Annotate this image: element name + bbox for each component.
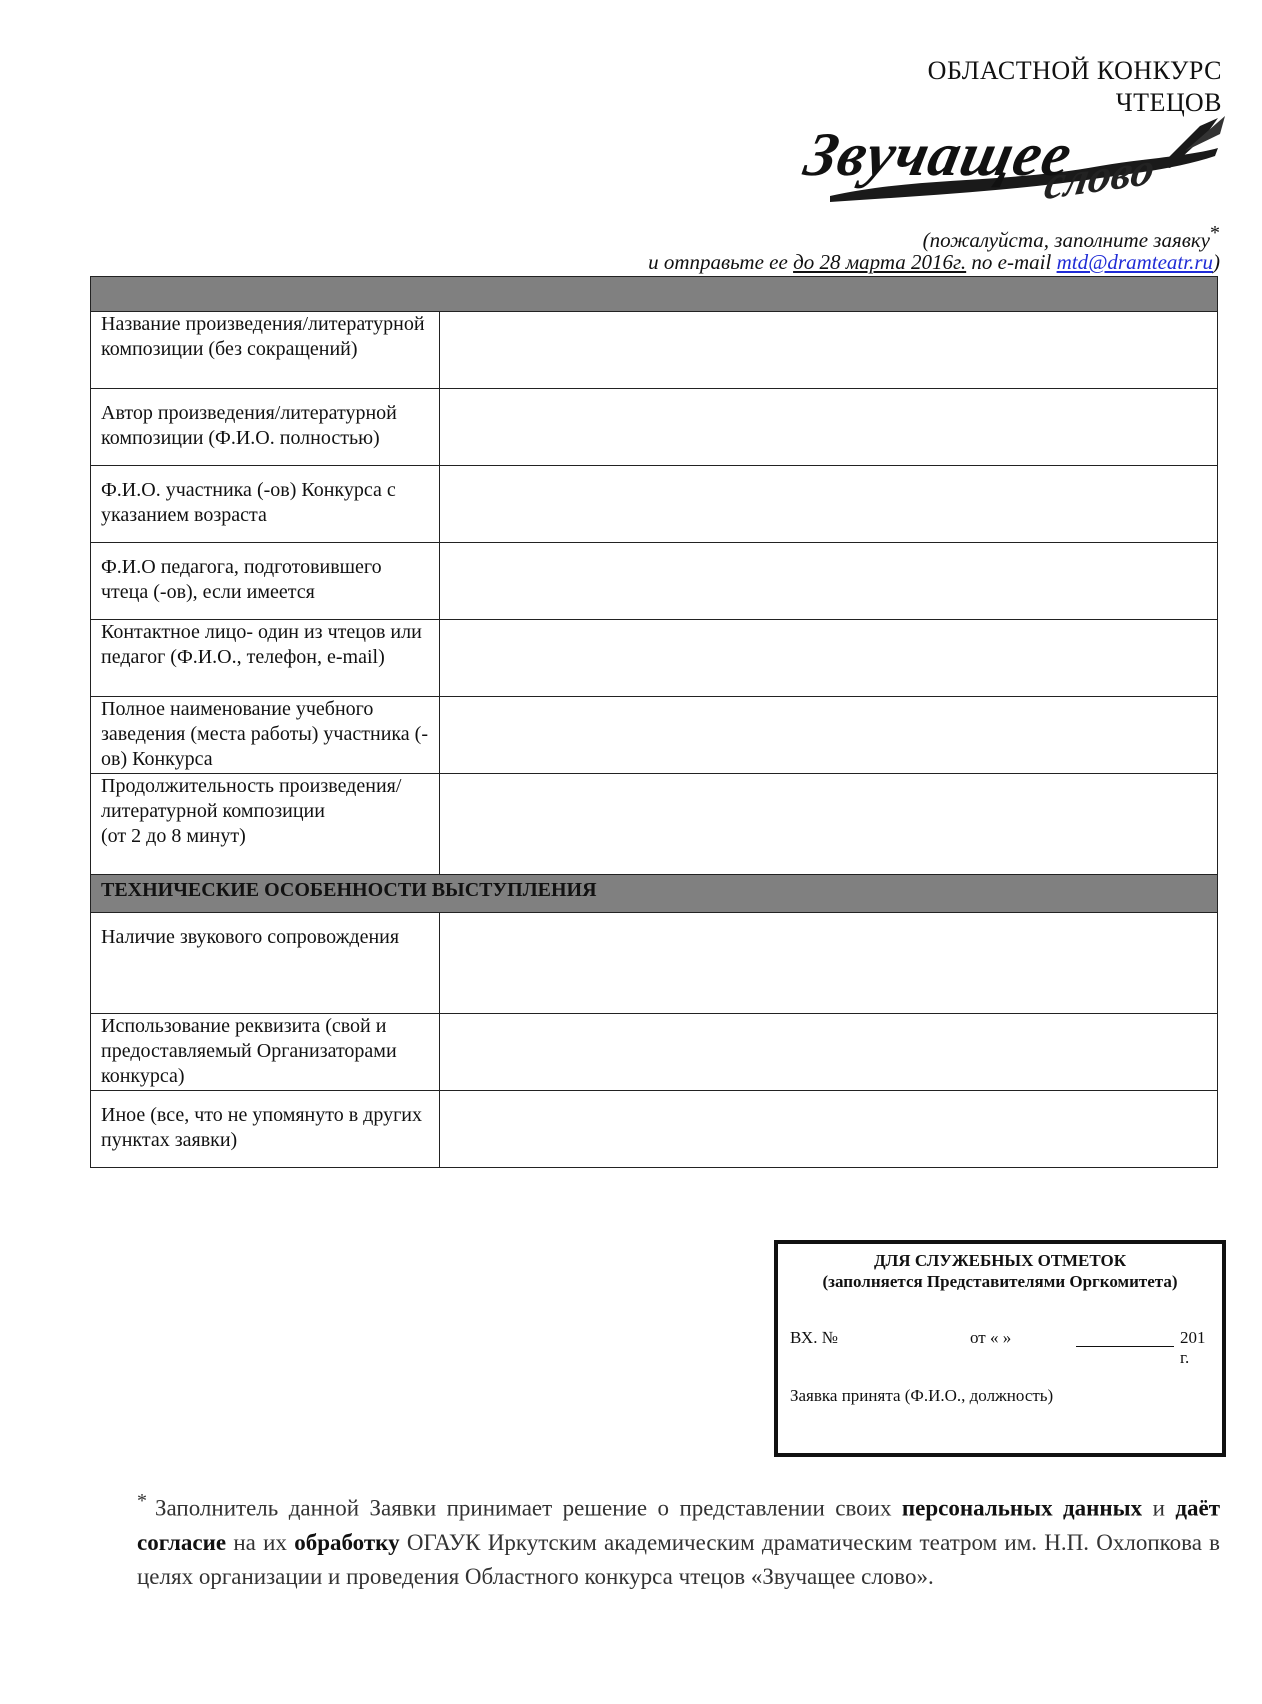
consent-bold3: обработку [294, 1529, 400, 1555]
row-label-duration-text: Продолжительность произведения/литературной композиции [101, 775, 402, 822]
row-label-other: Иное (все, что не упомянуто в других пунктах заявки) [91, 1091, 440, 1168]
logo-script-word2: слово [1040, 141, 1160, 210]
table-row [91, 913, 1218, 1014]
table-row [91, 312, 1218, 389]
incoming-number-label: ВХ. № [790, 1328, 838, 1347]
consent-text3: на их [233, 1529, 287, 1555]
official-box-title [778, 1250, 1222, 1292]
row-input-author[interactable] [440, 389, 1218, 466]
row-label-author: Автор произведения/литературной композиции (Ф.И.О. полностью) [91, 389, 440, 466]
official-subtitle-text: (заполняется Представителями Оргкомитета) [822, 1272, 1178, 1291]
table-row [91, 697, 1218, 774]
email-label: по e-mail [971, 250, 1052, 274]
official-registration-row [790, 1328, 1210, 1367]
table-row [91, 1014, 1218, 1091]
row-label-contact: Контактное лицо- один из чтецов или педагог (Ф.И.О., телефон, e-mail) [91, 620, 440, 697]
form-top-header-band [91, 277, 1218, 312]
row-label-participant: Ф.И.О. участника (-ов) Конкурса с указанием возраста [91, 466, 440, 543]
row-input-contact[interactable] [440, 620, 1218, 697]
application-form-table [90, 276, 1218, 1168]
consent-text2: и [1152, 1495, 1165, 1521]
logo-title-line2: ЧТЕЦОВ [1115, 88, 1222, 117]
table-row [91, 774, 1218, 875]
row-label-duration-range: (от 2 до 8 минут) [101, 825, 246, 847]
row-input-duration[interactable] [440, 774, 1218, 875]
consent-bold2: даёт согласие [137, 1495, 1221, 1555]
footnote-star: * [1210, 222, 1220, 244]
contest-logo [798, 56, 1230, 210]
form-top-header [91, 277, 1218, 312]
consent-bold1: персональных данных [901, 1495, 1143, 1521]
table-row [91, 620, 1218, 697]
table-row [91, 1091, 1218, 1168]
instruction-closing: ) [1213, 250, 1220, 274]
consent-footnote [137, 1484, 1220, 1594]
row-input-teacher[interactable] [440, 543, 1218, 620]
instruction-text1: (пожалуйста, заполните заявку [922, 228, 1210, 252]
tech-section-header [91, 875, 1218, 913]
consent-text1: Заполнитель данной Заявки принимает решение о представлении своих [155, 1495, 892, 1521]
row-input-sound[interactable] [440, 913, 1218, 1014]
logo-script-word1: Звучащее [798, 121, 1079, 189]
tech-section-title: ТЕХНИЧЕСКИЕ ОСОБЕННОСТИ ВЫСТУПЛЕНИЯ [91, 875, 1218, 913]
logo-title-line1: ОБЛАСТНОЙ КОНКУРС [927, 56, 1222, 85]
accepted-by-label: Заявка принята (Ф.И.О., должность) [790, 1386, 1054, 1405]
consent-text4: ОГАУК Иркутским академическим драматическим театром им. Н.П. Охлопкова в целях организации и проведения Областного конкурса чтецов «Звучащее слово». [137, 1529, 1221, 1589]
official-use-box [774, 1240, 1226, 1457]
row-input-props[interactable] [440, 1014, 1218, 1091]
row-input-institution[interactable] [440, 697, 1218, 774]
month-blank-line[interactable] [1076, 1328, 1174, 1347]
date-from-label: от « » [970, 1328, 1012, 1347]
email-link[interactable]: mtd@dramteatr.ru [1056, 250, 1213, 274]
row-label-props: Использование реквизита (свой и предоставляемый Организаторами конкурса) [91, 1014, 440, 1091]
instruction-line1 [923, 222, 1220, 253]
row-input-participant[interactable] [440, 466, 1218, 543]
official-title-text: ДЛЯ СЛУЖЕБНЫХ ОТМЕТОК [873, 1251, 1127, 1270]
deadline-text: до 28 марта 2016г. [793, 250, 967, 274]
row-input-other[interactable] [440, 1091, 1218, 1168]
instruction-line2 [648, 250, 1220, 275]
table-row [91, 466, 1218, 543]
consent-star: * [137, 1490, 147, 1512]
table-row [91, 543, 1218, 620]
row-label-institution: Полное наименование учебного заведения (места работы) участника (-ов) Конкурса [91, 697, 440, 774]
year-label: 201 г. [1180, 1328, 1206, 1367]
row-input-title[interactable] [440, 312, 1218, 389]
row-label-duration [91, 774, 440, 875]
row-label-teacher: Ф.И.О педагога, подготовившего чтеца (-ов), если имеется [91, 543, 440, 620]
row-label-title: Название произведения/литературной композиции (без сокращений) [91, 312, 440, 389]
table-row [91, 389, 1218, 466]
instruction-prefix: и отправьте ее [648, 250, 788, 274]
row-label-sound: Наличие звукового сопровождения [91, 913, 440, 1014]
